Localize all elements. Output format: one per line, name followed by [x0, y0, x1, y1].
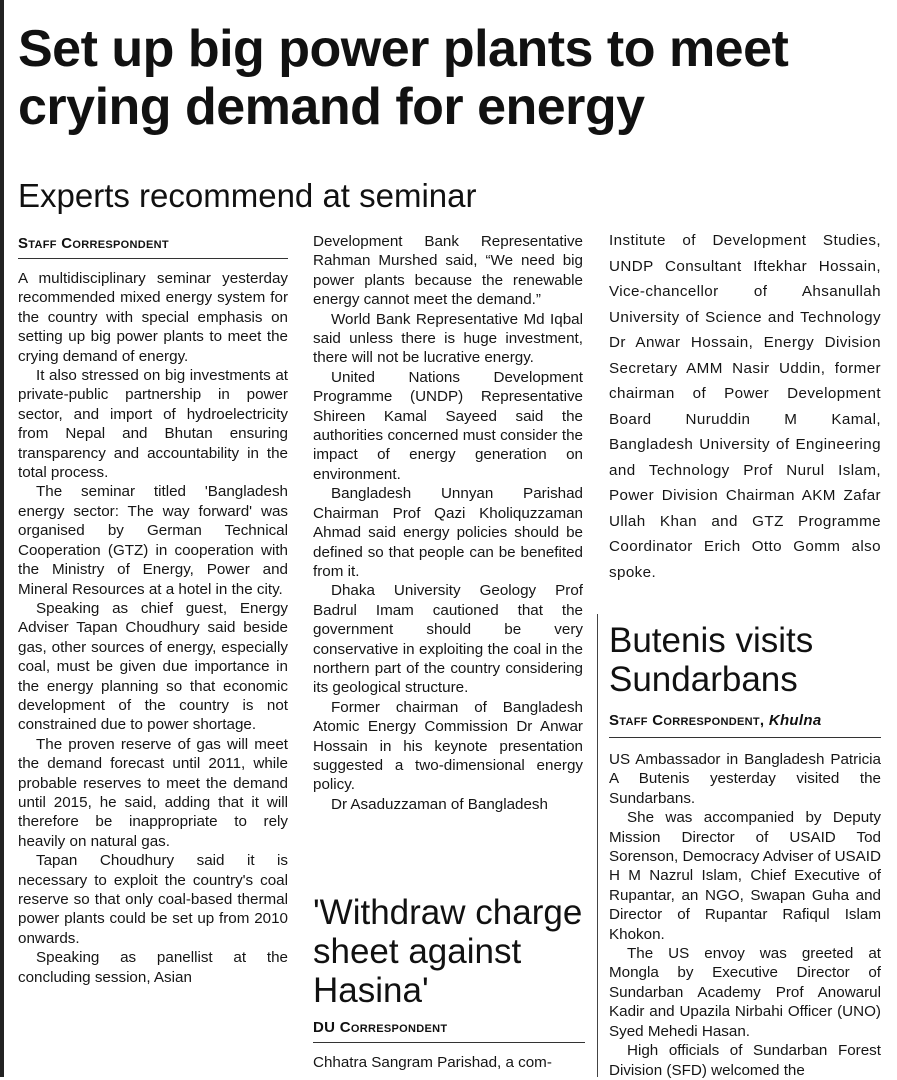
paragraph: Institute of Development Studies, UNDP Consultant Iftekhar Hossain, Vice-chancellor of Ahsanullah University of Science and Technology Dr Anwar Hossain, Energy Division Secretary AMM Nasir Uddin, former chairman of Power Development Board Nuruddin M Kamal, Bangladesh University of Engineering and Technology Prof Nurul Islam, Power Division Chairman AKM Zafar Ullah Khan and GTZ Programme Coordinator Erich Otto Gomm also spoke.	[609, 232, 881, 581]
paragraph: United Nations Development Programme (UNDP) Representative Shireen Kamal Sayeed said the authorities concerned must consider the impact of energy generation on environment.	[313, 368, 583, 483]
page-left-edge	[0, 0, 4, 1077]
paragraph: Former chairman of Bangladesh Atomic Energy Commission Dr Anwar Hossain in his keynote presentation suggested a two-dimensional energy policy.	[313, 698, 583, 794]
paragraph: Bangladesh Unnyan Parishad Chairman Prof Qazi Kholiquzzaman Ahmad said energy policies should be defined so that people can be benefited from it.	[313, 485, 583, 580]
paragraph: Speaking as panellist at the concluding session, Asian	[18, 949, 288, 986]
story3-byline-rule	[609, 737, 881, 738]
byline-rule	[18, 258, 288, 259]
paragraph: Development Bank Representative Rahman Murshed said, “We need big power plants because the renewable energy cannot meet the demand.”	[313, 233, 583, 309]
story2-text	[313, 1053, 585, 1072]
paragraph: US Ambassador in Bangladesh Patricia A Butenis yesterday visited the Sundarbans.	[609, 751, 881, 807]
story2-byline-rule	[313, 1042, 585, 1043]
story2-byline: DU Correspondent	[313, 1019, 448, 1036]
story3-byline	[609, 712, 821, 730]
main-column-2	[313, 232, 583, 814]
main-subhead: Experts recommend at seminar	[18, 177, 477, 214]
paragraph: It also stressed on big investments at private-public partnership in power sector, and import of hydroelectricity from Nepal and Bhutan ensuring transparency and accountability in the total process.	[18, 367, 288, 482]
paragraph: World Bank Representative Md Iqbal said unless there is huge investment, there will not be lucrative energy.	[313, 310, 583, 367]
main-headline: Set up big power plants to meet crying demand for energy	[18, 20, 789, 136]
column-divider	[597, 614, 598, 1077]
paragraph: High officials of Sundarban Forest Division (SFD) welcomed the	[609, 1042, 881, 1079]
main-byline: Staff Correspondent	[18, 235, 169, 252]
paragraph: Tapan Choudhury said it is necessary to exploit the country's coal reserve so that only coal-based thermal power plants could be set up from 2010 onwards.	[18, 852, 288, 947]
paragraph: Chhatra Sangram Parishad, a com-	[313, 1054, 552, 1071]
story3-byline-name: Staff Correspondent,	[609, 712, 765, 729]
paragraph: The seminar titled 'Bangladesh energy sector: The way forward' was organised by German Technical Cooperation (GTZ) in cooperation with the Ministry of Energy, Power and Mineral Resources at a hotel in the city.	[18, 483, 288, 598]
story3-text	[609, 750, 881, 1080]
paragraph: Speaking as chief guest, Energy Adviser Tapan Choudhury said beside gas, other sources of energy, especially coal, must be given due importance in the energy planning so that economic development of the country is not constrained due to power shortage.	[18, 599, 288, 734]
paragraph: A multidisciplinary seminar yesterday recommended mixed energy system for the country with special emphasis on setting up big power plants to meet the crying demand of energy.	[18, 270, 288, 365]
paragraph: The proven reserve of gas will meet the demand forecast until 2011, while probable reserves to meet the demand until 2015, he said, adding that it will therefore be inappropriate to rely heavily on natural gas.	[18, 735, 288, 850]
story2-headline: 'Withdraw charge sheet against Hasina'	[313, 893, 583, 1010]
paragraph: The US envoy was greeted at Mongla by Executive Director of Sundarban Academy Prof Anowarul Kadir and Upazila Nirbahi Officer (UNO) Syed Mehedi Hasan.	[609, 945, 881, 1040]
paragraph: Dr Asaduzzaman of Bangladesh	[331, 795, 548, 813]
paragraph: Dhaka University Geology Prof Badrul Imam cautioned that the government should be very conservative in exploiting the coal in the northern part of the country considering its geological structure.	[313, 582, 583, 697]
story3-byline-location: Khulna	[768, 712, 822, 729]
paragraph: She was accompanied by Deputy Mission Director of USAID Tod Sorenson, Democracy Adviser of USAID H M Nazrul Islam, Chief Executive of Rupantar, an NGO, Swapan Guha and Director of Rupantar Rafiqul Islam Khokon.	[609, 809, 881, 943]
main-column-3	[609, 228, 881, 585]
story3-headline: Butenis visits Sundarbans	[609, 621, 814, 699]
main-column-1	[18, 269, 288, 987]
